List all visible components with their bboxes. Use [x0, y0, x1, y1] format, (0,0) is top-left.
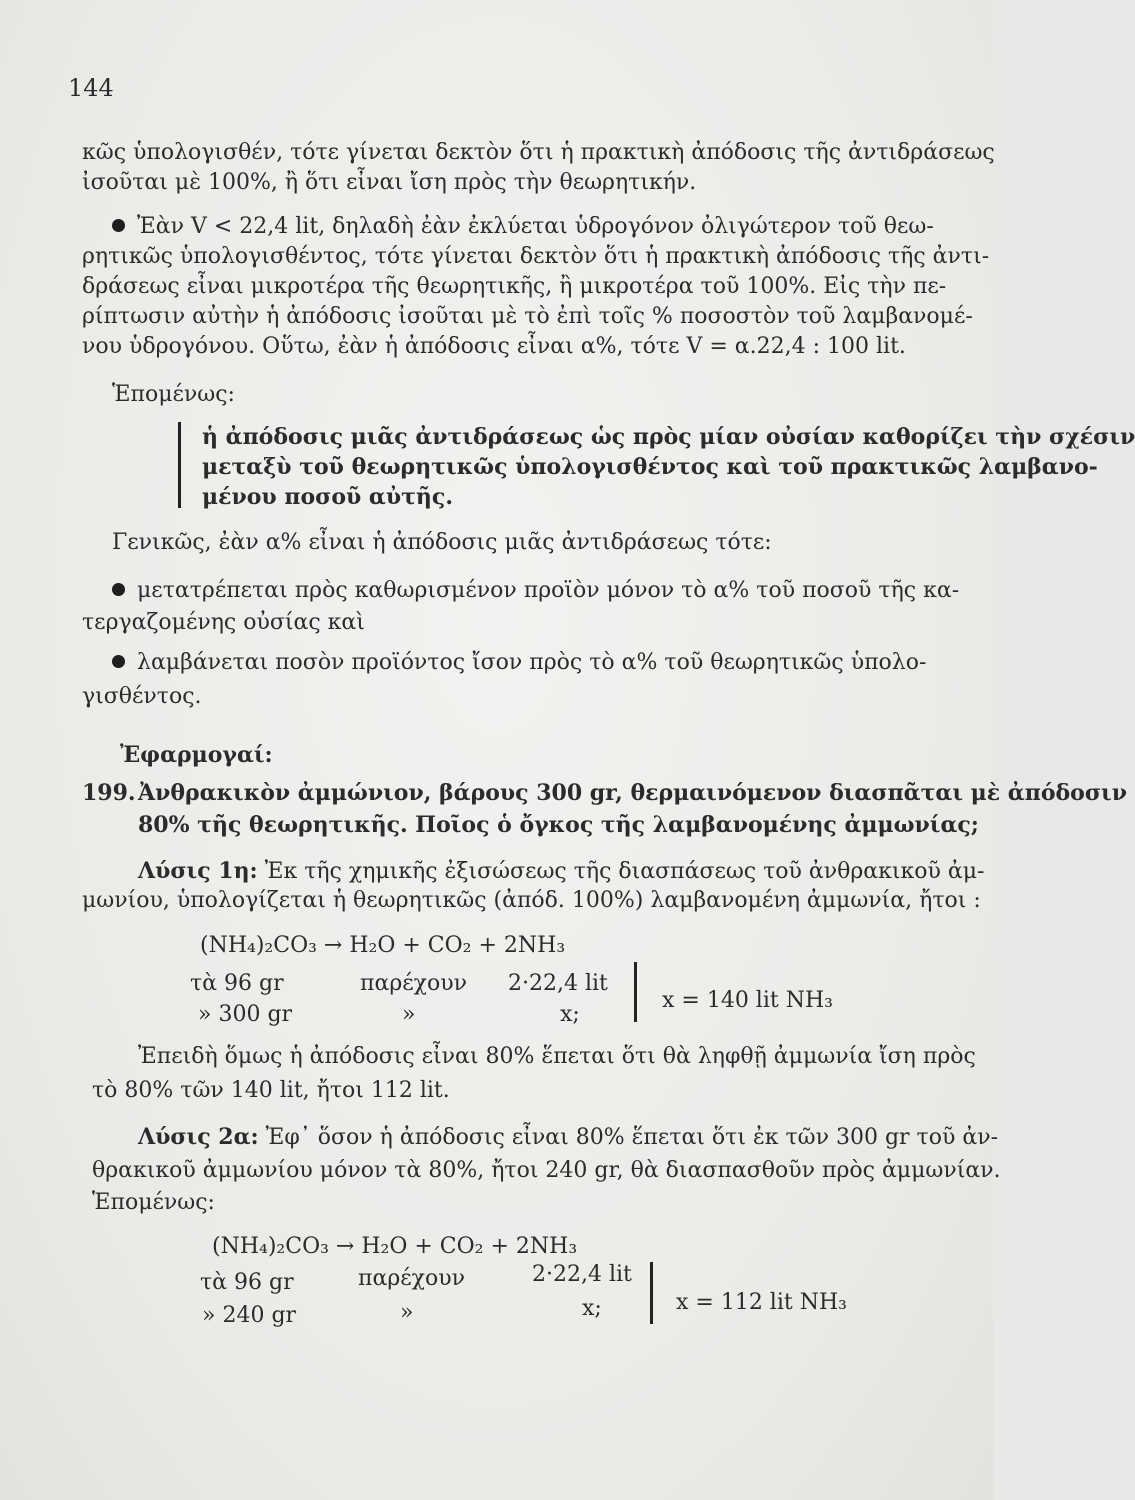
solution-1-line-1: Λύσις 1η: Ἐκ τῆς χημικῆς ἐξισώσεως τῆς διασπάσεως τοῦ ἀνθρακικοῦ ἀμ- [138, 858, 985, 884]
paragraph-v-line-5: νου ὑδρογόνου. Οὕτω, ἐὰν ἡ ἀπόδοσις εἶναι α%, τότε V = α.22,4 : 100 lit. [82, 334, 906, 359]
calc-2-row-2-verb: » [400, 1300, 414, 1325]
definition-line-3: μένου ποσοῦ αὐτῆς. [202, 484, 453, 510]
bullet-1-line-1: μετατρέπεται πρὸς καθωρισμένον προϊὸν μόνον τὸ α% τοῦ ποσοῦ τῆς κα- [112, 580, 959, 602]
paragraph-v-line-4: ρίπτωσιν αὐτὴν ἡ ἀπόδοσις ἰσοῦται μὲ τὸ ἐπὶ τοῖς % ποσοστὸν τοῦ λαμβανομέ- [82, 304, 973, 329]
definition-box [178, 418, 1135, 510]
page-number: 144 [68, 74, 114, 102]
equation-1: (NH₄)₂CO₃ → H₂O + CO₂ + 2NH₃ [200, 933, 566, 958]
problem-line-1: Ἀνθρακικὸν ἀμμώνιον, βάρους 300 gr, θερμαινόμενον διασπᾶται μὲ ἀπόδοσιν [138, 780, 1127, 806]
definition-bar [178, 422, 181, 508]
calc-2-divider [650, 1262, 653, 1324]
calc-1-result: x = 140 lit NH₃ [662, 988, 833, 1013]
general-statement: Γενικῶς, ἐὰν α% εἶναι ἡ ἀπόδοσις μιᾶς ἀντιδράσεως τότε: [112, 530, 772, 555]
bullet-2-line-2: γισθέντος. [82, 684, 202, 709]
calc-2-result: x = 112 lit NH₃ [676, 1290, 847, 1315]
calc-1-row-1-volume: 2·22,4 lit [508, 971, 608, 996]
bullet-icon [112, 583, 125, 596]
problem-number: 199. [82, 780, 136, 806]
calc-1-row-1-amount: τὰ 96 gr [190, 971, 284, 996]
calc-2-row-1-volume: 2·22,4 lit [532, 1262, 632, 1287]
calc-2-row-1-amount: τὰ 96 gr [200, 1270, 294, 1295]
definition-line-1: ἡ ἀπόδοσις μιᾶς ἀντιδράσεως ὡς πρὸς μίαν οὐσίαν καθορίζει τὴν σχέσιν [202, 424, 1135, 450]
calc-1-row-2-verb: » [402, 1002, 416, 1027]
paragraph-v-line-2: ρητικῶς ὑπολογισθέντος, τότε γίνεται δεκτὸν ὅτι ἡ πρακτικὴ ἀπόδοσις τῆς ἀντι- [82, 244, 990, 269]
solution-2-line-3: Ἑπομένως: [92, 1190, 215, 1215]
after-1-line-2: τὸ 80% τῶν 140 lit, ἤτοι 112 lit. [92, 1078, 450, 1103]
calc-2-row-1-verb: παρέχουν [358, 1266, 465, 1291]
calc-1-row-1-verb: παρέχουν [360, 971, 467, 996]
equation-2: (NH₄)₂CO₃ → H₂O + CO₂ + 2NH₃ [212, 1234, 578, 1259]
paragraph-v-line-3: δράσεως εἶναι μικροτέρα τῆς θεωρητικῆς, ἢ μικροτέρα τοῦ 100%. Εἰς τὴν πε- [82, 274, 947, 299]
bullet-icon [112, 219, 125, 232]
bullet-2-line-1: λαμβάνεται ποσὸν προϊόντος ἴσον πρὸς τὸ α% τοῦ θεωρητικῶς ὑπολο- [112, 652, 926, 674]
calc-1-divider [634, 962, 637, 1022]
after-1-line-1: Ἐπειδὴ ὅμως ἡ ἀπόδοσις εἶναι 80% ἕπεται ὅτι θὰ ληφθῇ ἀμμωνία ἴση πρὸς [138, 1044, 976, 1069]
calc-2-row-2-unknown: x; [582, 1296, 602, 1321]
therefore-label: Ἑπομένως: [112, 382, 235, 407]
solution-2-line-1: Λύσις 2α: Ἐφ᾽ ὅσον ἡ ἀπόδοσις εἶναι 80% ἕπεται ὅτι ἐκ τῶν 300 gr τοῦ ἀν- [138, 1124, 999, 1150]
bullet-icon [112, 655, 125, 668]
intro-line-2: ἰσοῦται μὲ 100%, ἢ ὅτι εἶναι ἴση πρὸς τὴν θεωρητικήν. [82, 170, 697, 195]
calc-2-row-2-amount: » 240 gr [202, 1303, 297, 1328]
solution-2-line-2: θρακικοῦ ἀμμωνίου μόνον τὰ 80%, ἤτοι 240 gr, θὰ διασπασθοῦν πρὸς ἀμμωνίαν. [92, 1158, 1001, 1183]
solution-1-line-2: μωνίου, ὑπολογίζεται ἡ θεωρητικῶς (ἀπόδ. 100%) λαμβανομένη ἀμμωνία, ἤτοι : [82, 888, 981, 913]
calc-1-row-2-unknown: x; [560, 1002, 580, 1027]
solution-1-label: Λύσις 1η: [138, 858, 258, 884]
paragraph-v-line-1: Ἐὰν V < 22,4 lit, δηλαδὴ ἐὰν ἐκλύεται ὑδρογόνον ὀλιγώτερον τοῦ θεω- [112, 216, 934, 238]
applications-heading: Ἐφαρμογαί: [120, 742, 273, 768]
bullet-1-line-2: τεργαζομένης οὐσίας καὶ [82, 610, 365, 635]
calc-1-row-2-amount: » 300 gr [198, 1002, 293, 1027]
intro-line-1: κῶς ὑπολογισθέν, τότε γίνεται δεκτὸν ὅτι ἡ πρακτικὴ ἀπόδοσις τῆς ἀντιδράσεως [82, 140, 995, 165]
solution-2-label: Λύσις 2α: [138, 1124, 259, 1150]
problem-line-2: 80% τῆς θεωρητικῆς. Ποῖος ὁ ὄγκος τῆς λαμβανομένης ἀμμωνίας; [138, 812, 979, 838]
definition-line-2: μεταξὺ τοῦ θεωρητικῶς ὑπολογισθέντος καὶ τοῦ πρακτικῶς λαμβανο- [202, 454, 1098, 480]
